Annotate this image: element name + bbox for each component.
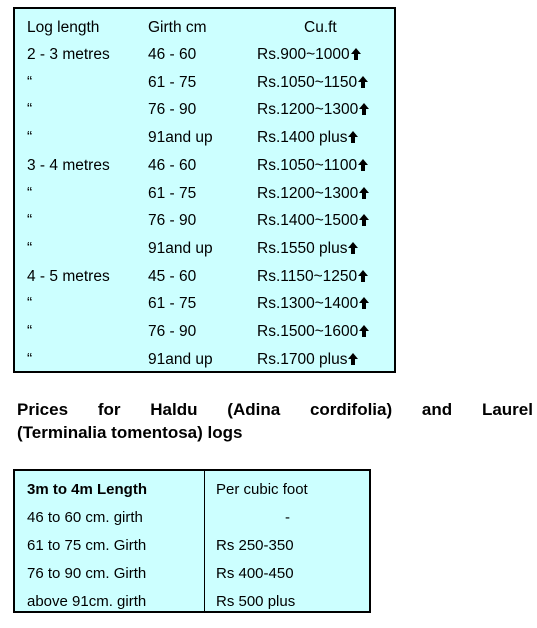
table-row <box>15 534 369 558</box>
heading-line-2: (Terminalia tomentosa) logs <box>17 423 243 442</box>
up-arrow-icon <box>348 242 358 254</box>
price-cell: Rs.1700 plus <box>257 348 358 372</box>
up-arrow-icon <box>359 325 369 337</box>
log-length-cell: “ <box>27 101 33 119</box>
girth-cell: 61 - 75 <box>148 295 197 313</box>
girth-cell: 45 - 60 <box>148 267 197 285</box>
price-cell: Rs.1400 plus <box>257 126 358 150</box>
heading-word: cordifolia) <box>309 400 393 419</box>
log-length-cell: “ <box>27 129 33 147</box>
heading-word: and <box>421 400 453 419</box>
girth-cell: above 91cm. girth <box>27 593 147 610</box>
heading-word: (Adina <box>227 400 281 419</box>
header-girth: Girth cm <box>148 19 207 36</box>
log-length-cell: “ <box>27 73 33 91</box>
heading-line-1 <box>17 398 533 421</box>
price-cell: Rs.900~1000 <box>257 43 361 67</box>
header-log-length: Log length <box>27 19 100 36</box>
up-arrow-icon <box>348 131 358 143</box>
girth-cell: 91and up <box>148 350 213 368</box>
girth-cell: 61 - 75 <box>148 73 197 91</box>
heading-word: Prices <box>17 400 69 419</box>
log-length-cell: 3 - 4 metres <box>27 156 110 174</box>
header-cuft: Cu.ft <box>304 19 337 36</box>
girth-cell: 76 to 90 cm. Girth <box>27 565 147 582</box>
price-cell: Rs 500 plus <box>216 593 296 610</box>
girth-cell: 91and up <box>148 239 213 257</box>
price-cell: Rs.1050~1150 <box>257 71 368 95</box>
price-cell: Rs 400-450 <box>216 565 294 582</box>
log-length-cell: 4 - 5 metres <box>27 267 110 285</box>
price-cell: Rs.1050~1100 <box>257 154 368 178</box>
heading-word: Laurel <box>481 400 533 419</box>
table-header-row <box>15 478 369 502</box>
price-cell: Rs.1550 plus <box>257 237 358 261</box>
girth-cell: 76 - 90 <box>148 212 197 230</box>
table-row <box>15 562 369 586</box>
girth-cell: 46 to 60 cm. girth <box>27 509 143 526</box>
header-per-cubic-foot: Per cubic foot <box>216 481 308 498</box>
log-length-cell: “ <box>27 350 33 368</box>
up-arrow-icon <box>358 159 368 171</box>
price-cell: Rs.1200~1300 <box>257 98 369 122</box>
up-arrow-icon <box>348 353 358 365</box>
log-length-cell: “ <box>27 239 33 257</box>
up-arrow-icon <box>351 48 361 60</box>
heading-word: Haldu <box>150 400 198 419</box>
table-row <box>15 506 369 530</box>
up-arrow-icon <box>359 214 369 226</box>
price-cell: Rs 250-350 <box>216 537 294 554</box>
girth-cell: 46 - 60 <box>148 46 197 63</box>
girth-cell: 46 - 60 <box>148 156 197 174</box>
up-arrow-icon <box>359 297 369 309</box>
girth-cell: 61 to 75 cm. Girth <box>27 537 147 554</box>
girth-cell: 76 - 90 <box>148 101 197 119</box>
log-length-cell: “ <box>27 212 33 230</box>
price-cell: Rs.1200~1300 <box>257 182 369 206</box>
log-price-table <box>13 7 396 373</box>
log-length-cell: “ <box>27 184 33 202</box>
log-length-cell: 2 - 3 metres <box>27 46 110 63</box>
girth-cell: 76 - 90 <box>148 323 197 340</box>
up-arrow-icon <box>358 76 368 88</box>
up-arrow-icon <box>359 103 369 115</box>
haldu-laurel-price-table <box>13 469 371 613</box>
heading-word: for <box>97 400 121 419</box>
price-cell: Rs.1150~1250 <box>257 265 368 289</box>
log-length-cell: “ <box>27 323 33 340</box>
price-cell: Rs.1400~1500 <box>257 209 369 233</box>
table-row <box>15 590 369 614</box>
price-cell: Rs.1300~1400 <box>257 292 369 316</box>
header-length: 3m to 4m Length <box>27 481 148 498</box>
price-cell: Rs.1500~1600 <box>257 320 369 344</box>
log-length-cell: “ <box>27 295 33 313</box>
girth-cell: 91and up <box>148 129 213 147</box>
section-heading <box>17 398 533 444</box>
up-arrow-icon <box>358 270 368 282</box>
price-cell: - <box>285 509 290 526</box>
girth-cell: 61 - 75 <box>148 184 197 202</box>
up-arrow-icon <box>359 187 369 199</box>
